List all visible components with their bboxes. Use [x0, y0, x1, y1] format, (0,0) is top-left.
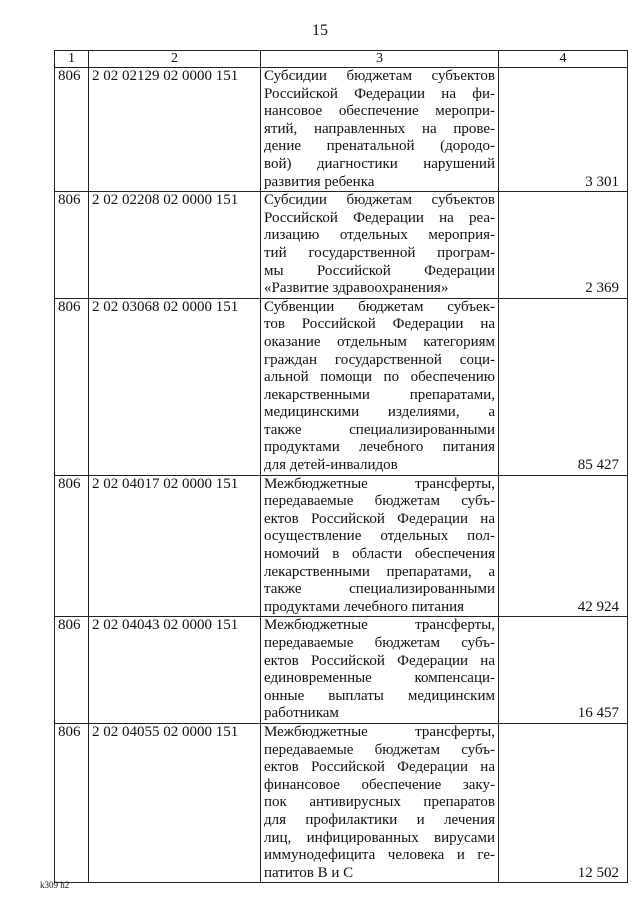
- column-header: 1: [55, 51, 89, 68]
- description-line: лекарственными препаратами,: [264, 386, 495, 403]
- page-number: 15: [312, 22, 328, 39]
- budget-code-cell: 2 02 02129 02 0000 151: [89, 68, 261, 192]
- description-line: оказание отдельным категориям: [264, 333, 495, 350]
- amount-cell: 12 502: [499, 723, 628, 882]
- description-line: «Развитие здравоохранения»: [264, 280, 449, 297]
- description-line: онные выплаты медицинским: [264, 687, 495, 704]
- description-line: ектов Российской Федерации на: [264, 652, 495, 669]
- table-body: [55, 68, 628, 883]
- description-line: пок антивирусных препаратов: [264, 794, 495, 811]
- description-line: также специализированными: [264, 421, 495, 438]
- description-line: единовременные компенсаци-: [264, 670, 495, 687]
- admin-code-cell: 806: [55, 68, 89, 192]
- description-line: иммунодефицита человека и ге-: [264, 847, 495, 864]
- column-header: 2: [89, 51, 261, 68]
- description-line: осуществление отдельных пол-: [264, 528, 495, 545]
- admin-code-cell: 806: [55, 298, 89, 475]
- description-line: передаваемые бюджетам субъ-: [264, 741, 495, 758]
- description-line: Российской Федерации на фи-: [264, 85, 495, 102]
- description-line: продуктами лечебного питания: [264, 598, 465, 615]
- description-line: нансовое обеспечение меропри-: [264, 103, 495, 120]
- description-line: продуктами лечебного питания: [264, 439, 495, 456]
- table-row: [55, 475, 628, 617]
- description-line: Субсидии бюджетам субъектов: [264, 192, 495, 209]
- description-cell: [261, 617, 499, 724]
- description-line: тий государственной програм-: [264, 244, 495, 261]
- description-line: вой) диагностики нарушений: [264, 155, 495, 172]
- description-line: также специализированными: [264, 581, 495, 598]
- description-line: Межбюджетные трансферты,: [264, 617, 495, 634]
- description-line: Российской Федерации на реа-: [264, 209, 495, 226]
- description-line: альной помощи по обеспечению: [264, 369, 495, 386]
- description-line: Межбюджетные трансферты,: [264, 475, 495, 492]
- footer-code: k309 h2: [40, 880, 70, 890]
- description-line: патитов В и С: [264, 864, 354, 881]
- amount-cell: 2 369: [499, 192, 628, 299]
- description-line: мы Российской Федерации: [264, 262, 495, 279]
- description-line: лекарственными препаратами, а: [264, 563, 495, 580]
- description-line: работникам: [264, 705, 339, 722]
- budget-code-cell: 2 02 04043 02 0000 151: [89, 617, 261, 724]
- description-cell: [261, 68, 499, 192]
- column-header: 3: [261, 51, 499, 68]
- amount-cell: 16 457: [499, 617, 628, 724]
- description-line: передаваемые бюджетам субъ-: [264, 493, 495, 510]
- description-line: передаваемые бюджетам субъ-: [264, 635, 495, 651]
- description-cell: [261, 475, 499, 617]
- table-row: [55, 68, 628, 192]
- description-line: финансовое обеспечение заку-: [264, 776, 495, 793]
- amount-cell: 85 427: [499, 298, 628, 475]
- description-line: для детей-инвалидов: [264, 457, 398, 474]
- table-row: [55, 617, 628, 724]
- table-row: [55, 723, 628, 882]
- column-header: 4: [499, 51, 628, 68]
- description-line: номочий в области обеспечения: [264, 546, 495, 563]
- description-line: граждан государственной соци-: [264, 351, 495, 368]
- description-line: для профилактики и лечения: [264, 811, 495, 828]
- description-line: Субсидии бюджетам субъектов: [264, 68, 495, 84]
- description-cell: [261, 298, 499, 475]
- budget-code-cell: 2 02 04055 02 0000 151: [89, 723, 261, 882]
- table-row: [55, 192, 628, 299]
- description-cell: [261, 723, 499, 882]
- budget-code-cell: 2 02 03068 02 0000 151: [89, 298, 261, 475]
- admin-code-cell: 806: [55, 723, 89, 882]
- amount-cell: 3 301: [499, 68, 628, 192]
- budget-code-cell: 2 02 04017 02 0000 151: [89, 475, 261, 617]
- admin-code-cell: 806: [55, 192, 89, 299]
- table-header-row: [55, 51, 628, 68]
- description-line: тов Российской Федерации на: [264, 316, 495, 333]
- description-line: Межбюджетные трансферты,: [264, 723, 495, 740]
- description-line: ектов Российской Федерации на: [264, 510, 495, 527]
- budget-table: [54, 50, 628, 883]
- description-line: ектов Российской Федерации на: [264, 759, 495, 776]
- description-line: лиц, инфицированных вирусами: [264, 829, 495, 846]
- table-row: [55, 298, 628, 475]
- admin-code-cell: 806: [55, 475, 89, 617]
- description-line: Субвенции бюджетам субъек-: [264, 298, 495, 315]
- description-line: медицинскими изделиями, а: [264, 404, 495, 421]
- description-line: ятий, направленных на прове-: [264, 120, 495, 137]
- description-cell: [261, 192, 499, 299]
- admin-code-cell: 806: [55, 617, 89, 724]
- budget-code-cell: 2 02 02208 02 0000 151: [89, 192, 261, 299]
- description-line: дение пренатальной (дородо-: [264, 138, 495, 155]
- description-line: лизацию отдельных мероприя-: [264, 227, 495, 244]
- description-line: развития ребенка: [264, 173, 375, 190]
- amount-cell: 42 924: [499, 475, 628, 617]
